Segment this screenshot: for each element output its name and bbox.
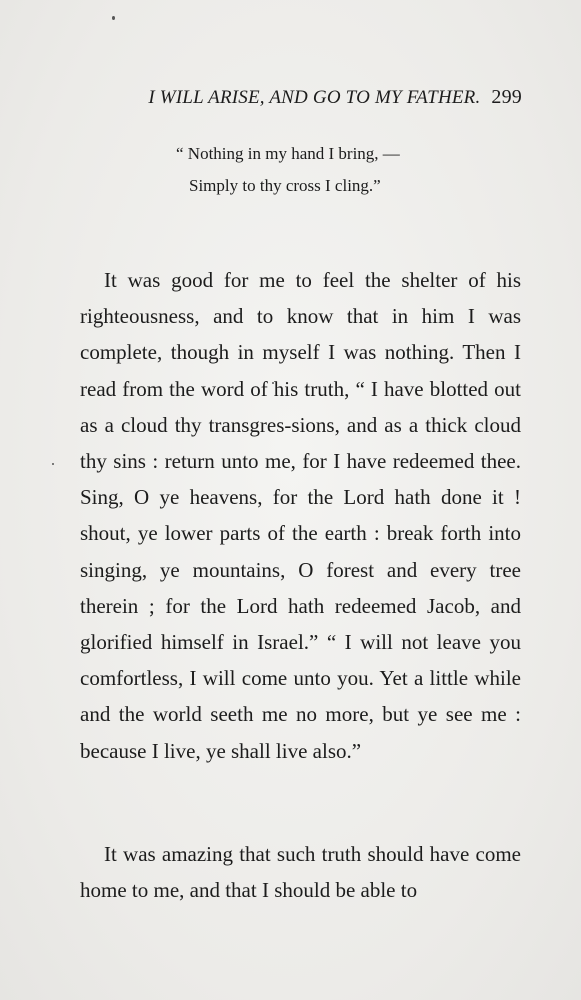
epigraph-line-2: Simply to thy cross I cling.” xyxy=(189,176,381,195)
body-paragraph-2: It was amazing that such truth should have come home to me, and that I should be able to xyxy=(80,842,521,903)
ink-speck xyxy=(52,463,54,465)
page-header xyxy=(0,86,522,109)
ink-speck xyxy=(112,16,115,20)
page-number: 299 xyxy=(491,86,522,108)
epigraph-line-1: “ Nothing in my hand I bring, — xyxy=(176,144,400,163)
body-paragraph-1: It was good for me to feel the shelter of his righteousness, and to know that in him I was complete, though in myself I was nothing. Then I read from the word of his truth, “ I have blotted out as a cloud thy transgres-sions, and as a thick cloud thy sins : return unto me, for I have redeemed thee. Sing, O ye heavens, for the Lord hath done it ! shout, ye lower parts of the earth : break forth into singing, ye mountains, O forest and every tree therein ; for the Lord hath redeemed Jacob, and glorified himself in Israel.” “ I will not leave you comfortless, I will come unto you. Yet a little while and the world seeth me no more, but ye see me : because I live, ye shall live also.” xyxy=(80,268,521,763)
running-title: I WILL ARISE, AND GO TO MY FATHER. xyxy=(148,87,481,108)
